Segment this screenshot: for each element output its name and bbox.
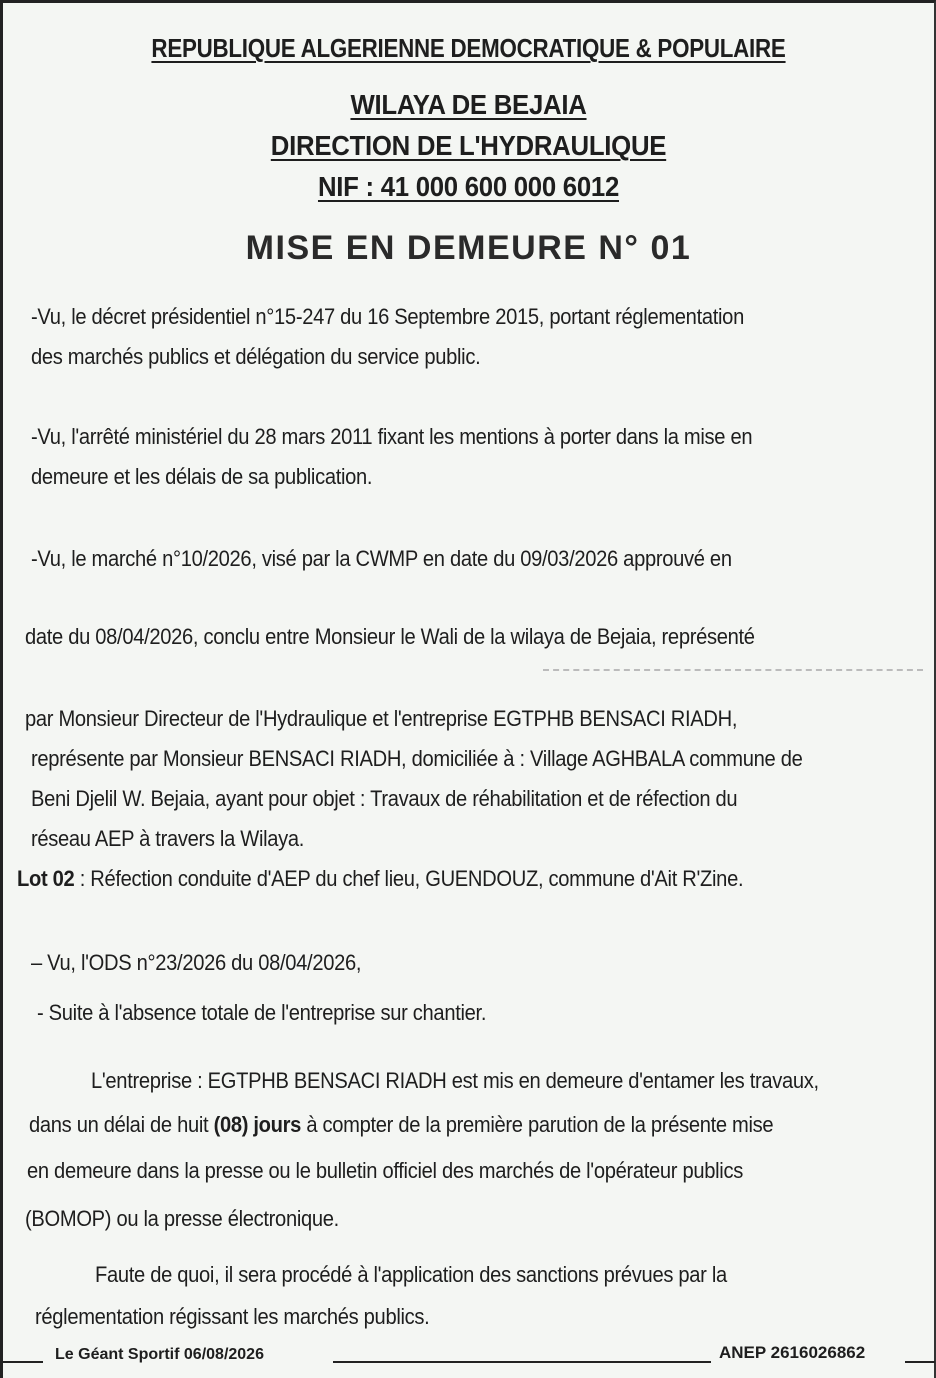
footer bbox=[3, 1343, 934, 1373]
footer-rule-right bbox=[905, 1361, 935, 1363]
entreprise-line2-a: dans un délai de huit bbox=[29, 1112, 214, 1137]
footer-rule-middle bbox=[333, 1361, 711, 1363]
vu3-line2: date du 08/04/2026, conclu entre Monsieur le Wali de la wilaya de Bejaia, représenté bbox=[25, 624, 755, 649]
vu3-line5: Beni Djelil W. Bejaia, ayant pour objet : Travaux de réhabilitation et de réfection du bbox=[31, 786, 738, 811]
vu2-line2: demeure et les délais de sa publication. bbox=[31, 464, 373, 489]
vu3-line6: réseau AEP à travers la Wilaya. bbox=[31, 826, 305, 851]
vu1-line2: des marchés publics et délégation du service public. bbox=[31, 344, 481, 369]
faute-line1: Faute de quoi, il sera procédé à l'application des sanctions prévues par la bbox=[95, 1262, 727, 1287]
vu1-line1: -Vu, le décret présidentiel n°15-247 du 16 Septembre 2015, portant réglementation bbox=[31, 304, 744, 329]
lot-label: Lot 02 bbox=[17, 866, 75, 891]
lot-line bbox=[17, 859, 743, 899]
header-direction: DIRECTION DE L'HYDRAULIQUE bbox=[270, 130, 667, 161]
notice-title: MISE EN DEMEURE N° 01 bbox=[245, 229, 692, 267]
footer-rule-left bbox=[3, 1361, 43, 1363]
suite-line: - Suite à l'absence totale de l'entreprise sur chantier. bbox=[37, 1000, 487, 1025]
header-nif: NIF : 41 000 600 000 6012 bbox=[317, 171, 620, 202]
entreprise-line4: (BOMOP) ou la presse électronique. bbox=[25, 1206, 339, 1231]
header-republic: REPUBLIQUE ALGERIENNE DEMOCRATIQUE & POPULAIRE bbox=[151, 33, 786, 63]
lot-text: : Réfection conduite d'AEP du chef lieu, GUENDOUZ, commune d'Ait R'Zine. bbox=[74, 866, 744, 891]
entreprise-line1: L'entreprise : EGTPHB BENSACI RIADH est mis en demeure d'entamer les travaux, bbox=[91, 1068, 819, 1093]
entreprise-line2 bbox=[29, 1105, 773, 1145]
vu3-line3: par Monsieur Directeur de l'Hydraulique et l'entreprise EGTPHB BENSACI RIADH, bbox=[25, 706, 738, 731]
footer-anep: ANEP 2616026862 bbox=[719, 1343, 866, 1362]
faute-line2: réglementation régissant les marchés publics. bbox=[35, 1304, 430, 1329]
vu2-line1: -Vu, l'arrêté ministériel du 28 mars 2011 fixant les mentions à porter dans la mise en bbox=[31, 424, 753, 449]
header-wilaya: WILAYA DE BEJAIA bbox=[350, 89, 587, 120]
vu4-line: – Vu, l'ODS n°23/2026 du 08/04/2026, bbox=[31, 950, 362, 975]
entreprise-line3: en demeure dans la presse ou le bulletin officiel des marchés de l'opérateur publics bbox=[27, 1158, 743, 1183]
entreprise-line2-c: à compter de la première parution de la présente mise bbox=[301, 1112, 774, 1137]
scan-artifact-line bbox=[543, 669, 923, 671]
footer-newspaper: Le Géant Sportif 06/08/2026 bbox=[55, 1346, 264, 1363]
vu3-line4: représente par Monsieur BENSACI RIADH, domiciliée à : Village AGHBALA commune de bbox=[31, 746, 803, 771]
delay-highlight: (08) jours bbox=[213, 1112, 302, 1137]
vu3-line1: -Vu, le marché n°10/2026, visé par la CWMP en date du 09/03/2026 approuvé en bbox=[31, 546, 732, 571]
